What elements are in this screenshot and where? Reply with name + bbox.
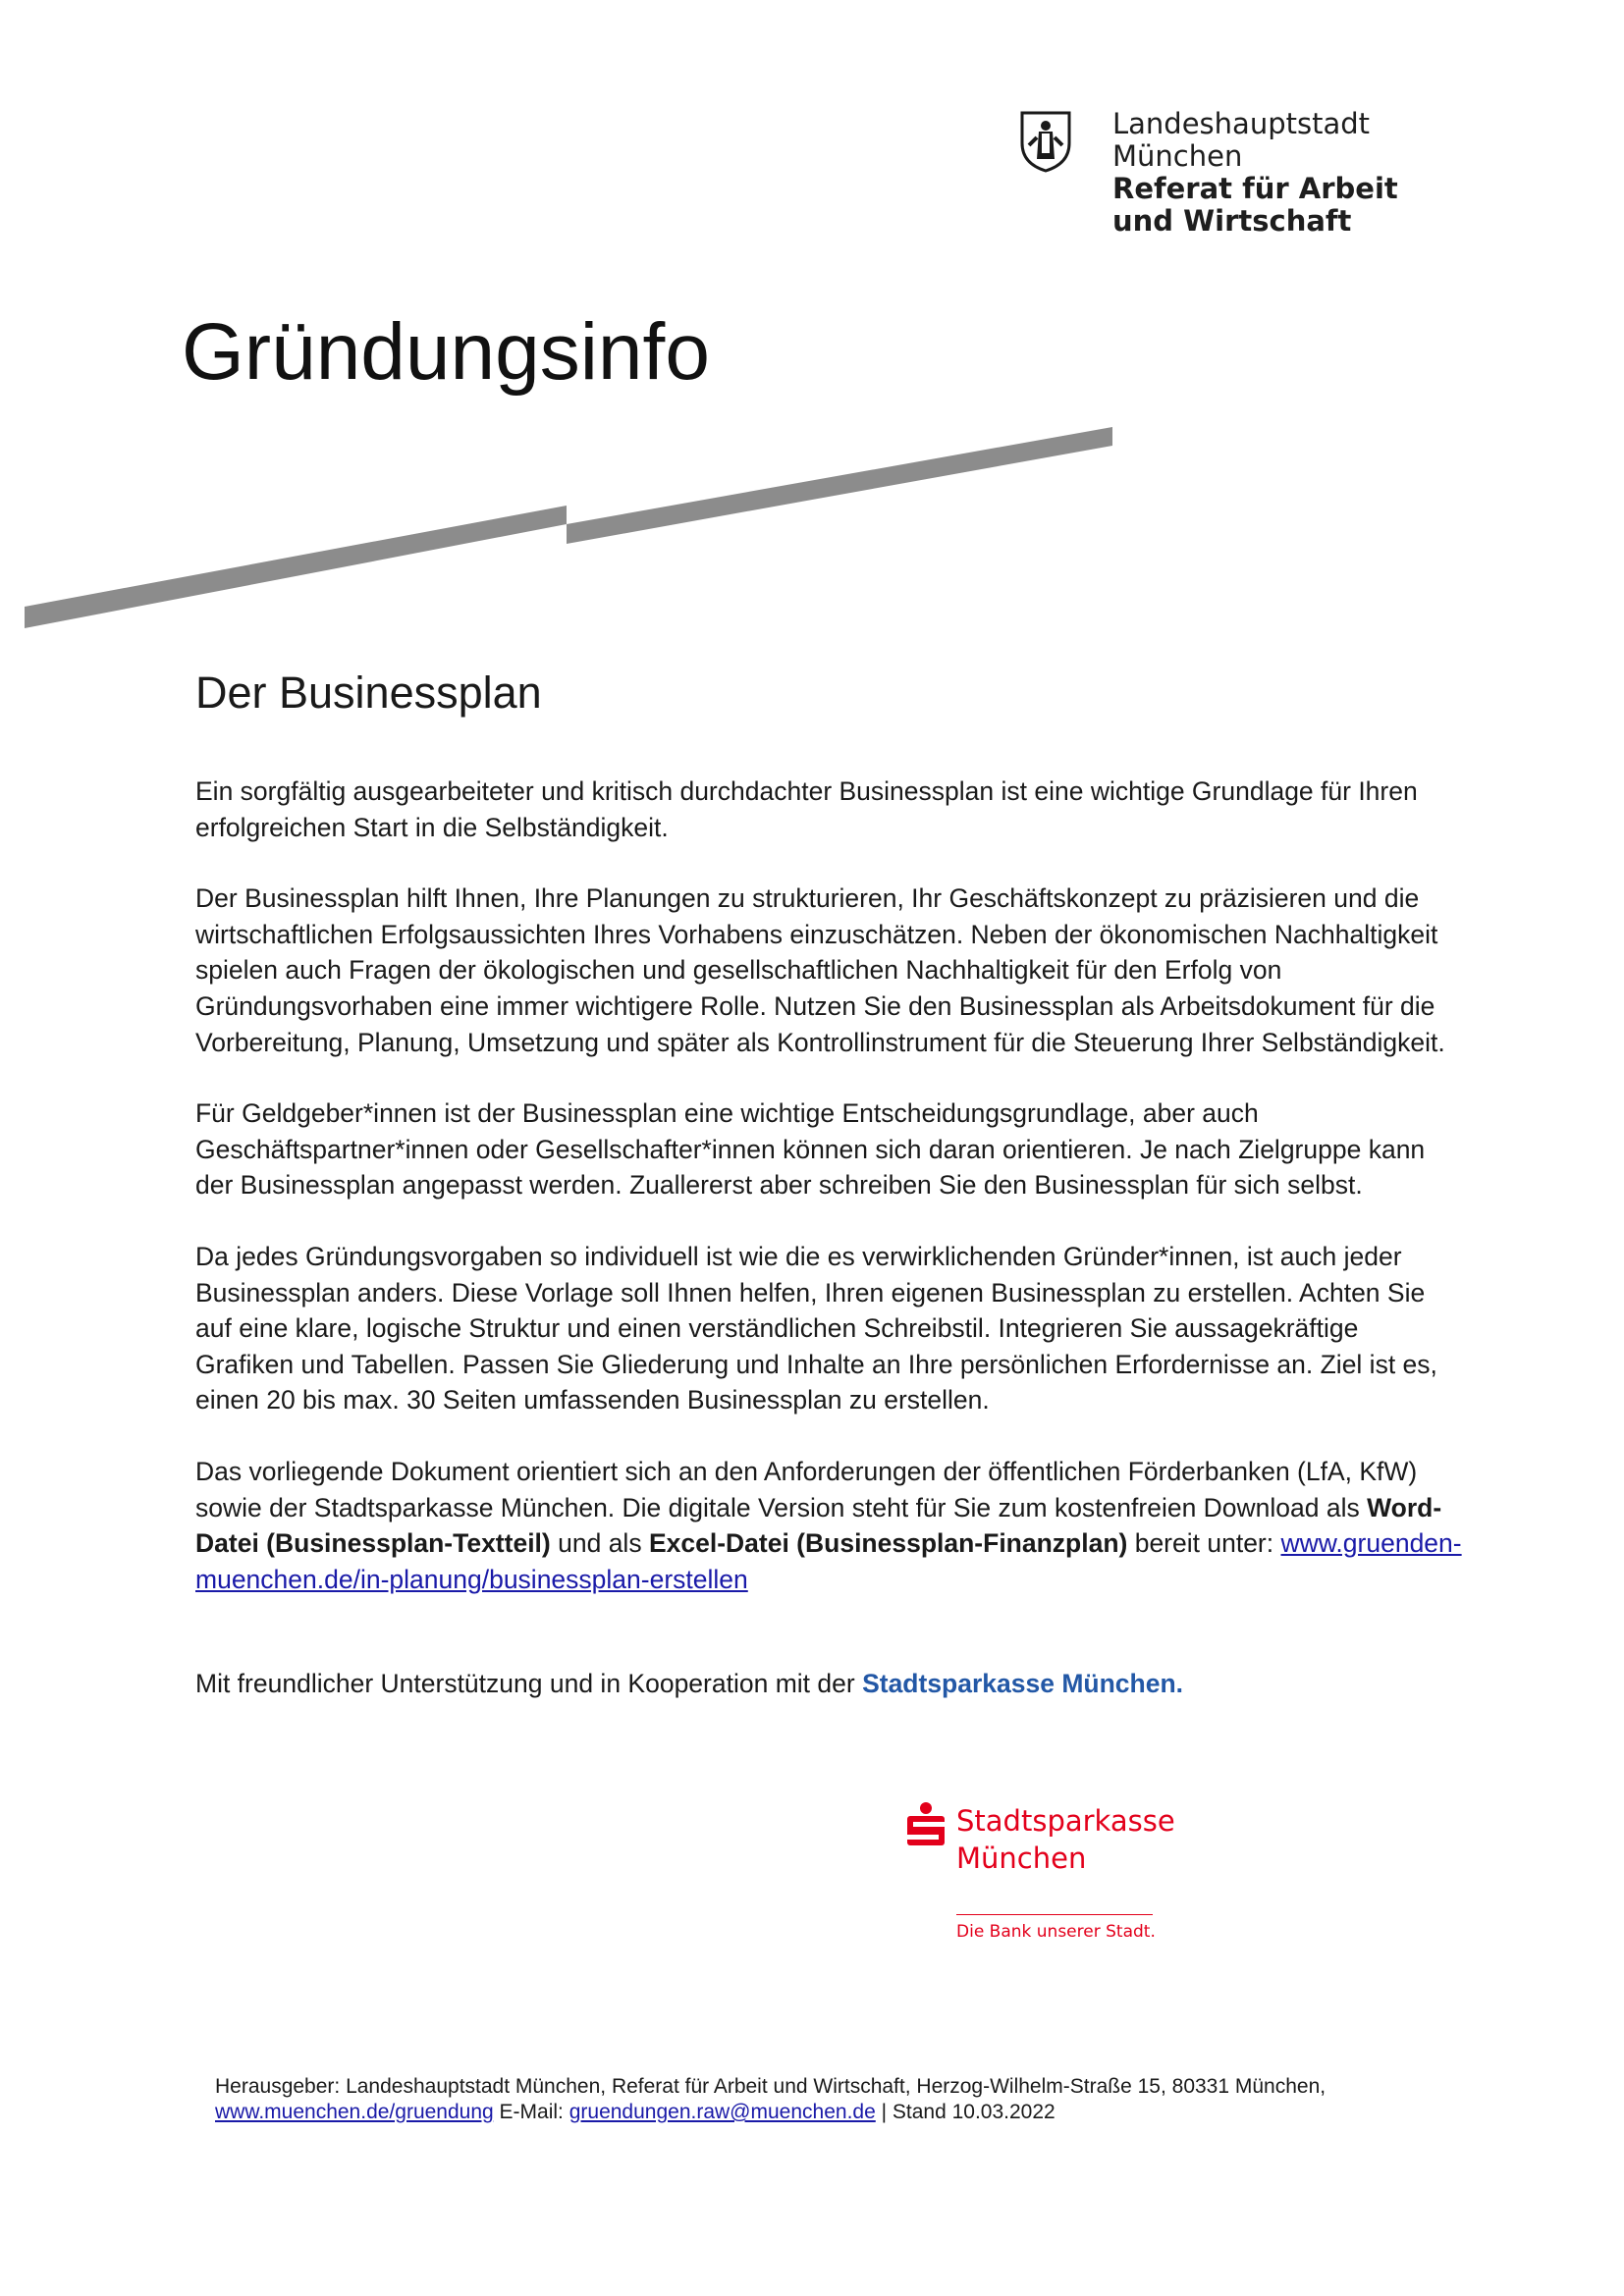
footer-email-link[interactable]: gruendungen.raw@muenchen.de [568,2101,876,2123]
divider [956,1914,1153,1915]
cooperation-text: Mit freundlicher Unterstützung und in Kooperation mit der [195,1669,863,1699]
sparkasse-name-line1: Stadtsparkasse [956,1804,1175,1838]
document-title: Gründungsinfo [182,307,710,397]
munich-coat-of-arms-icon [1019,110,1072,173]
paragraph-audience: Für Geldgeber*innen ist der Businessplan eine wichtige Entscheidungsgrundlage, aber auch Geschäftspartner*innen oder Gesellschafter*innen können sich daran orientieren. Je nach Zielgruppe kann der Businessplan angepasst werden. Zuallererst aber schreiben Sie den Businessplan für sich selbst. [195,1098,1426,1201]
section-title: Der Businessplan [195,667,542,718]
word-file-label: Word-Datei (Businessplan-Textteil) [195,1492,1442,1559]
decorative-swoosh [0,412,1139,638]
download-text-3: bereit unter: [1127,1528,1281,1559]
excel-file-label: Excel-Datei (Businessplan-Finanzplan) [648,1528,1128,1559]
city-name-line2: München [1112,139,1243,173]
main-content [195,667,1462,1728]
paragraph-purpose: Der Businessplan hilft Ihnen, Ihre Planungen zu strukturieren, Ihr Geschäftskonzept zu präzisieren und die wirtschaftlichen Erfolgsaussichten Ihres Vorhabens einzuschätzen. Neben der ökonomischen Nachhaltigkeit spielen auch Fragen der ökologischen und gesellschaftlichen Nachhaltigkeit für den Erfolg von Gründungsvorhaben eine immer wichtigere Rolle. Nutzen Sie den Businessplan als Arbeitsdokument für die Vorbereitung, Planung, Umsetzung und später als Kontrollinstrument für die Steuerung Ihrer Selbständigkeit. [195,883,1445,1057]
city-name-line1: Landeshauptstadt [1112,107,1371,140]
footer-publisher: Herausgeber: Landeshauptstadt München, Referat für Arbeit und Wirtschaft, Herzog-Wilhelm-Straße 15, 80331 München, [215,2075,1326,2098]
cooperation-note [195,1666,1462,1701]
sparkasse-s-icon [907,1802,945,1845]
paragraph-intro: Ein sorgfältig ausgearbeiteter und kritisch durchdachter Businessplan ist eine wichtige Grundlage für Ihren erfolgreichen Start in die Selbständigkeit. [195,776,1418,842]
footer-contact [215,2100,1491,2125]
department-line1: Referat für Arbeit [1112,172,1398,205]
download-link[interactable]: www.gruenden-muenchen.de/in-planung/businessplan-erstellen [195,1528,1462,1594]
paragraph-download [195,1454,1462,1597]
footer [215,2074,1491,2125]
partner-name: Stadtsparkasse München. [862,1669,1184,1699]
download-text-1: Das vorliegende Dokument orientiert sich an den Anforderungen der öffentlichen Förderbanken (LfA, KfW) sowie der Stadtsparkasse München. Die digitale Version steht für Sie zum kostenfreien Download als [195,1456,1418,1522]
paragraph-template: Da jedes Gründungsvorgaben so individuell ist wie die es verwirklichenden Gründer*innen, ist auch jeder Businessplan anders. Diese Vorlage soll Ihnen helfen, Ihren eigenen Businessplan zu erstellen. Achten Sie auf eine klare, logische Struktur und einen verständlichen Schreibstil. Integrieren Sie aussagekräftige Grafiken und Tabellen. Passen Sie Gliederung und Inhalte an Ihre persönlichen Erfordernisse an. Ziel ist es, einen 20 bis max. 30 Seiten umfassenden Businessplan zu erstellen. [195,1241,1437,1415]
footer-stand: | Stand 10.03.2022 [875,2101,1056,2123]
sparkasse-slogan: Die Bank unserer Stadt. [956,1922,1156,1942]
footer-website-link[interactable]: www.muenchen.de/gruendung [215,2101,494,2123]
issuer-block [1112,108,1525,238]
department-line2: und Wirtschaft [1112,204,1352,238]
download-text-2: und als [550,1528,649,1559]
sparkasse-logo [907,1787,1175,1944]
sparkasse-name-line2: München [956,1842,1087,1875]
footer-email-label: E-Mail: [493,2101,569,2123]
